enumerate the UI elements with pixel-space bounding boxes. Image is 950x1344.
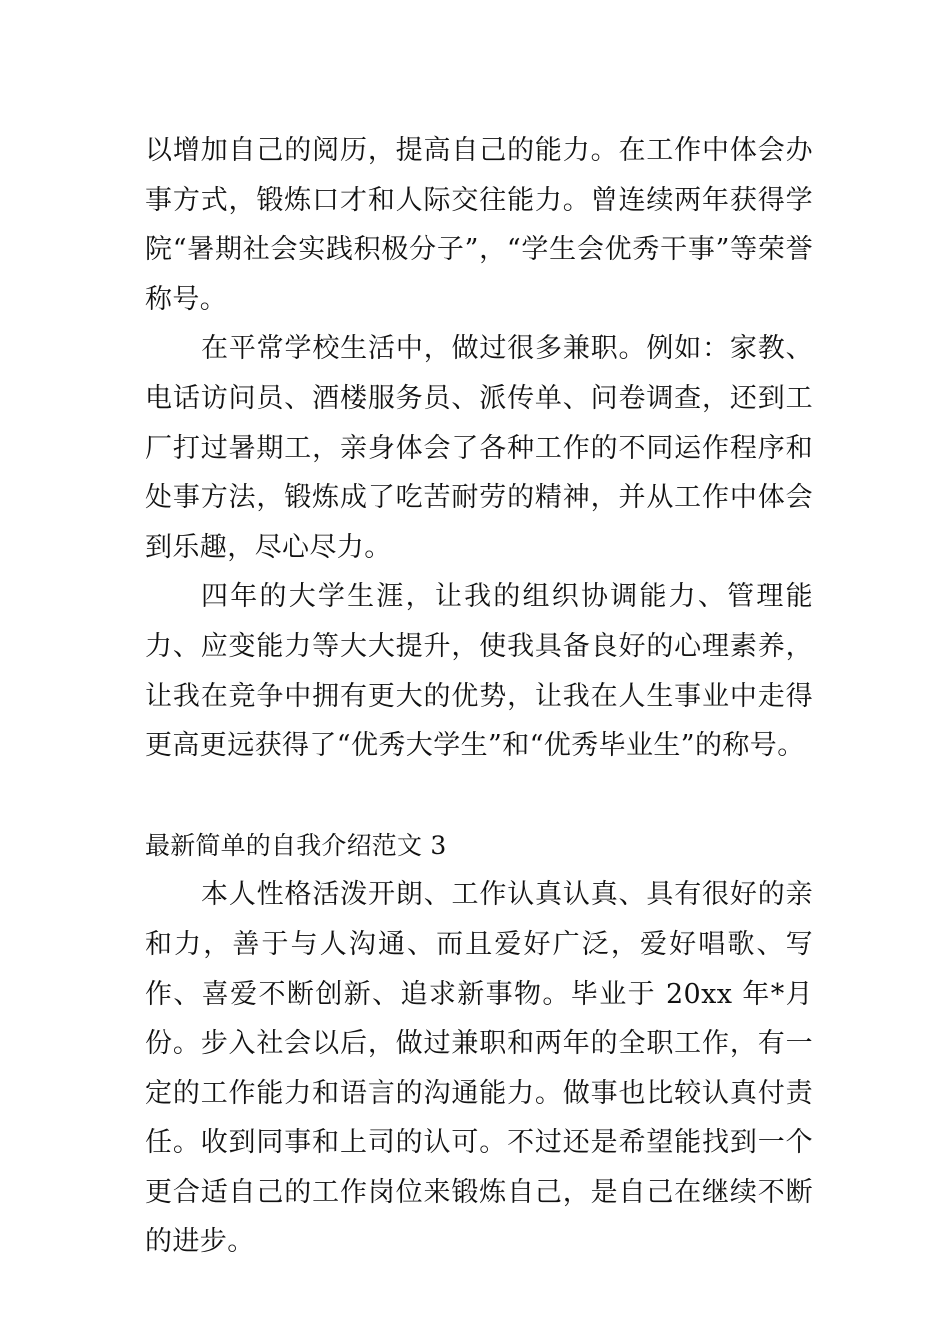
section-heading: 最新简单的自我介绍范文 3 [145,830,447,860]
paragraph-university-years: 四年的大学生涯，让我的组织协调能力、管理能力、应变能力等大大提升，使我具备良好的心理素养，让我在竞争中拥有更大的优势，让我在人生事业中走得更高更远获得了“优秀大学生”和“优秀毕业生”的称号。 [145,581,813,762]
paragraph-self-introduction-3: 本人性格活泼开朗、工作认真认真、具有很好的亲和力，善于与人沟通、而且爱好广泛，爱好唱歌、写作、喜爱不断创新、追求新事物。毕业于 20xx 年*月份。步入社会以后，做过兼职和两年的全职工作，有一定的工作能力和语言的沟通能力。做事也比较认真付责任。收到同事和上司的认可。不过还是希望能找到一个更合适自己的工作岗位来锻炼自己，是自己在继续不断的进步。 [145,879,813,1258]
paragraph-part-time-jobs: 在平常学校生活中，做过很多兼职。例如：家教、电话访问员、酒楼服务员、派传单、问卷调查，还到工厂打过暑期工，亲身体会了各种工作的不同运作程序和处事方法，锻炼成了吃苦耐劳的精神，并从工作中体会到乐趣，尽心尽力。 [145,333,813,563]
paragraph-continued: 以增加自己的阅历，提高自己的能力。在工作中体会办事方式，锻炼口才和人际交往能力。曾连续两年获得学院“暑期社会实践积极分子”，“学生会优秀干事”等荣誉称号。 [145,135,813,315]
document-body [145,126,813,1267]
